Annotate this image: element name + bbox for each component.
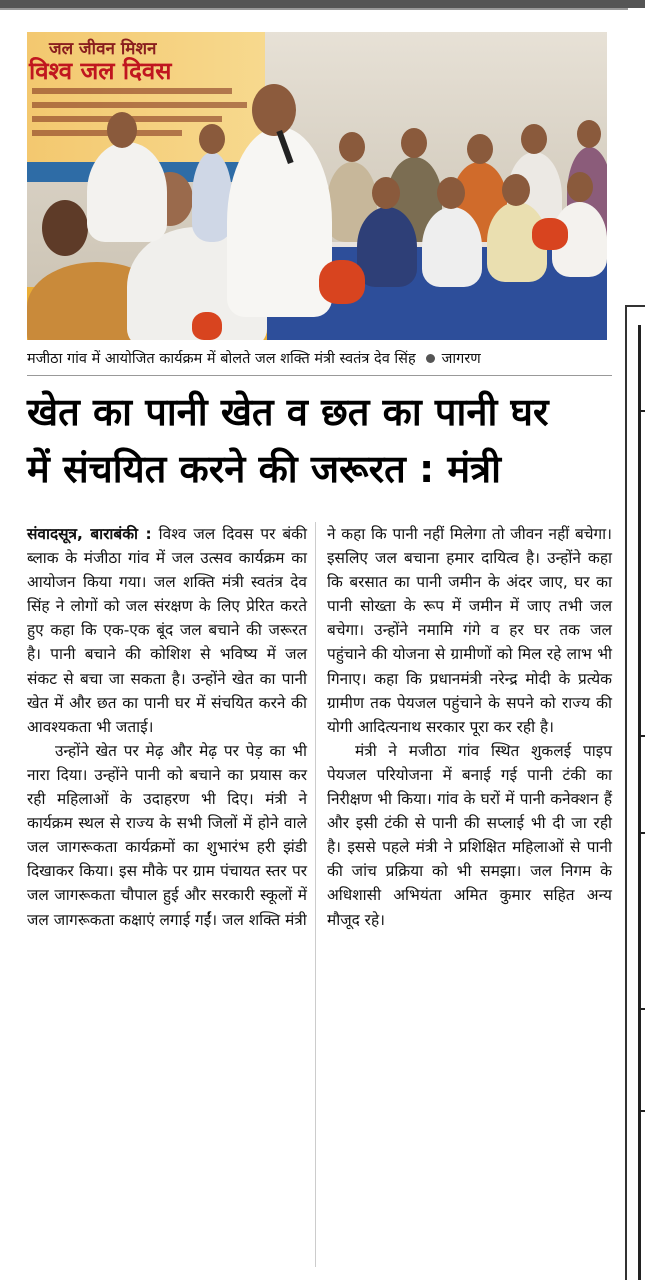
person-head <box>199 124 225 154</box>
adjacent-column-border <box>625 305 645 307</box>
headline-line2: में संचयित करने की जरूरत : मंत्री <box>27 447 501 491</box>
person-head <box>401 128 427 158</box>
paragraph-text: विश्व जल दिवस पर बंकी ब्लाक के मंजीठा गांव में जल उत्सव कार्यक्रम का आयोजन किया गया। जल शक्ति मंत्री स्वतंत्र देव सिंह ने लोगों को जल संरक्षण के लिए प्रेरित करते हुए कहा कि एक-एक बूंद जल बचाने की जरूरत है। पानी बचाने की कोशिश से भविष्य में जल संकट से बचा जा सकता है। उन्होंने खेत का पानी खेत में और छत का पानी घर में संचयित करने की आवश्यकता भी जताई। <box>27 525 307 736</box>
article-paragraph: मंत्री ने मजीठा गांव स्थित शुकलई पाइप पेयजल परियोजना में बनाई गई पानी टंकी का निरीक्षण भी किया। गांव के घरों में पानी कनेक्शन हैं और इसी टंकी से पानी की सप्लाई भी दी जा रही है। इससे पहले मंत्री ने प्रशिक्षित महिलाओं से पानी की जांच प्रक्रिया को भी समझा। जल निगम के अधिशासी अभियंता अमित कुमार सहित अन्य मौजूद रहे। <box>327 741 612 929</box>
person-head <box>437 177 465 209</box>
person-head <box>577 120 601 148</box>
article-paragraph: ने कहा कि पानी नहीं मिलेगा तो जीवन नहीं बचेगा। इसलिए जल बचाना हमार दायित्व है। उन्होंने कहा कि बरसात का पानी जमीन के अंदर जाए, घर का पानी सोख्ता के रूप में जमीन में जाए तभी जल बचेगा। उन्होंने नमामि गंगे व हर घर तक जल पहुंचाने की योजना से ग्रामीणों को मिल रहे लाभ भी गिनाए। कहा कि प्रधानमंत्री नरेन्द्र मोदी के प्रत्येक ग्रामीण तक पेयजल पहुंचाने के सपने को राज्य की योगी आदित्यनाथ सरकार पूरा कर रही है। <box>327 525 612 736</box>
minister-head <box>252 84 296 136</box>
news-photo <box>27 32 607 340</box>
article-paragraph <box>27 522 307 739</box>
article-paragraph: उन्होंने खेत पर मेढ़ और मेढ़ पर पेड़ का भी नारा दिया। उन्होंने पानी को बचाने का प्रयास कर रही महिलाओं के उदाहरण भी दिए। मंत्री ने कार्यक्रम स्थल से राज्य के सभी जिलों में होने वाले जल जागरूकता कार्यक्रमों का शुभारंभ हरी झंडी दिखाकर किया। इस मौके पर ग्राम पंचायत स्तर पर जल जागरूकता चौपाल हुई और सरकारी स्कूलों में जल जागरूकता कक्षाएं लगाई गईं। जल शक्ति मंत्री <box>27 741 307 929</box>
person <box>192 152 232 242</box>
photo-caption <box>27 346 617 372</box>
adjacent-column-border <box>625 305 627 1280</box>
adjacent-column-tick <box>638 1110 645 1112</box>
speaking-minister <box>227 127 332 317</box>
photo-credit: जागरण <box>441 351 481 367</box>
banner-line1: जल जीवन मिशन <box>49 39 157 59</box>
headline <box>27 384 617 498</box>
person-head <box>42 200 88 256</box>
bullet-icon <box>426 354 435 363</box>
article-column-left <box>27 522 307 932</box>
water-pot <box>319 260 365 304</box>
adjacent-column-border <box>638 325 641 1280</box>
person-head <box>567 172 593 202</box>
caption-text: मजीठा गांव में आयोजित कार्यक्रम में बोलते जल शक्ति मंत्री स्वतंत्र देव सिंह <box>27 351 416 367</box>
person-head <box>521 124 547 154</box>
article-column-right <box>327 522 612 932</box>
headline-line1: खेत का पानी खेत व छत का पानी घर <box>27 390 549 434</box>
person-head <box>339 132 365 162</box>
top-rule <box>0 0 645 8</box>
water-pot <box>192 312 222 340</box>
adjacent-column-tick <box>638 410 645 412</box>
person-head <box>107 112 137 148</box>
banner-line2: विश्व जल दिवस <box>29 57 172 85</box>
adjacent-column-tick <box>638 1008 645 1010</box>
adjacent-column-tick <box>638 832 645 834</box>
person-head <box>467 134 493 164</box>
top-rule-thin <box>0 8 628 10</box>
person-head <box>502 174 530 206</box>
water-pot <box>532 218 568 250</box>
person <box>357 207 417 287</box>
person <box>87 142 167 242</box>
column-divider <box>315 522 316 1267</box>
person-head <box>372 177 400 209</box>
person <box>422 207 482 287</box>
adjacent-column-tick <box>638 735 645 737</box>
caption-rule <box>27 375 612 376</box>
dateline: संवादसूत्र, बाराबंकी : <box>27 525 152 543</box>
